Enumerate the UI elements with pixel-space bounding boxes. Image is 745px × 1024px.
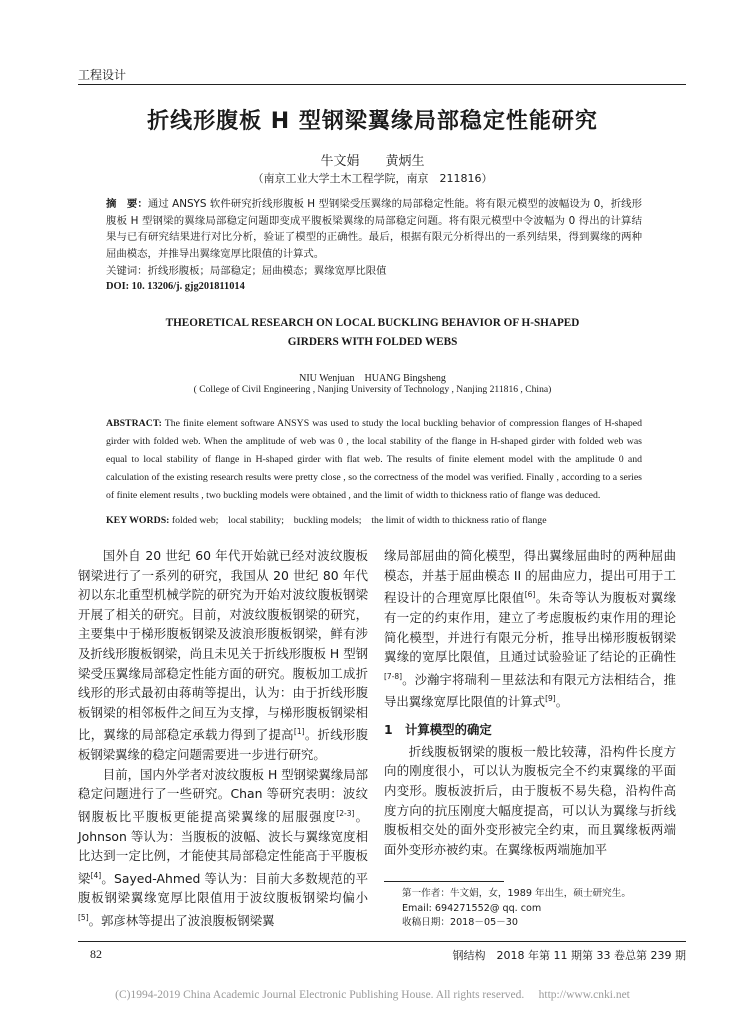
section-heading: 1 计算模型的确定 bbox=[384, 722, 492, 738]
paper-title-cn: 折线形腹板 H 型钢梁翼缘局部稳定性能研究 bbox=[147, 109, 598, 134]
footer-rule bbox=[78, 941, 686, 942]
abstract-cn bbox=[106, 196, 642, 262]
citation: [4] bbox=[90, 870, 102, 880]
body-text: 。 bbox=[555, 694, 569, 710]
doi: DOI: 10. 13206/j. gjg201811014 bbox=[106, 281, 245, 292]
affiliation-cn: （南京工业大学土木工程学院，南京 211816） bbox=[252, 172, 493, 185]
body-column-left bbox=[78, 546, 368, 931]
keywords-cn-text: 折线形腹板；局部稳定；屈曲模态；翼缘宽厚比限值 bbox=[147, 265, 387, 277]
affiliation-en: ( College of Civil Engineering , Nanjing University of Technology , Nanjing 211816 , China) bbox=[193, 384, 552, 395]
body-text: 。郭彦林等提出了波浪腹板钢梁翼 bbox=[88, 913, 275, 929]
citation: [2-3] bbox=[336, 808, 355, 818]
paper-title-en bbox=[110, 314, 635, 352]
keywords-cn-label: 关键词： bbox=[106, 265, 148, 277]
citation: [5] bbox=[78, 913, 89, 923]
section-tag: 工程设计 bbox=[78, 68, 127, 82]
footnote bbox=[402, 887, 672, 931]
abstract-en-text: The finite element software ANSYS was used to study the local buckling behavior of compression flanges of H-shaped girder with folded web. When the amplitude of web was 0 , the local stability of the flange in H-shaped girder with folded web was equal to local stability of flange in H-shaped girder with flat web. The results of finite element model with the amplitude 0 and calculation of the existing research results were pretty close , so the correctness of the model was verified. Finally , according to a series of finite element results , two buckling models were obtained , and the limit of width to thickness ratio of flange was deduced. bbox=[106, 418, 642, 501]
keywords-en bbox=[106, 512, 642, 526]
citation: [7-8] bbox=[384, 671, 403, 681]
citation: [1] bbox=[293, 727, 305, 737]
abstract-en bbox=[106, 415, 642, 505]
page-number: 82 bbox=[90, 947, 102, 961]
keywords-en-text: folded web; local stability; buckling models; the limit of width to thickness ratio of flange bbox=[171, 515, 547, 526]
body-text: 目前，国内外学者对波纹腹板 H 型钢梁翼缘局部稳定问题进行了一些研究。Chan 等研究表明：波纹钢腹板比平腹板更能提高梁翼缘的屈服强度 bbox=[78, 766, 368, 824]
body-text: 国外自 20 世纪 60 年代开始就已经对波纹腹板钢梁进行了一系列的研究，我国从 20 世纪 80 年代初以东北重型机械学院的研究为开始对波纹腹板钢梁开展了相关的研究。目前，对波纹腹板钢梁的研究，主要集中于梯形腹板钢梁及波浪形腹板钢梁，鲜有涉及折线形腹板钢梁，尚且未见关于折线形腹板 H 型钢梁受压翼缘局部稳定性能方面的研究。腹板加工成折线形的形式最初由蒋萌等提出，认为：由于折线形腹板钢梁的相邻板件之间互为支撑，与梯形腹板钢梁相比，翼缘的局部稳定承载力得到了提高 bbox=[78, 548, 368, 743]
body-paragraph: 折线腹板钢梁的腹板一般比较薄，沿构件长度方向的刚度很小，可以认为腹板完全不约束翼缘的平面内变形。腹板波折后，由于腹板不易失稳，沿构件高度方向的抗压刚度大幅度提高，可以认为翼缘与折线腹板相交处的面外变形被完全约束，而且翼缘板两端面外变形亦被约束。在翼缘板两端施加平 bbox=[384, 743, 676, 857]
body-text: 缘局部屈曲的简化模型，得出翼缘屈曲时的两种屈曲模态，并基于屈曲模态 II 的屈曲应力，提出可用于工程设计的合理宽厚比限值 bbox=[384, 548, 676, 606]
footnote-author: 第一作者：牛文娟，女，1989 年出生，硕士研究生。 bbox=[402, 888, 631, 899]
body-paragraph bbox=[384, 546, 676, 712]
body-text: 。折线形腹板钢梁翼缘的稳定问题需要进一步进行研究。 bbox=[78, 727, 369, 763]
journal-info: 钢结构 2018 年第 11 期第 33 卷总第 239 期 bbox=[452, 949, 686, 962]
abstract-cn-label: 摘 要： bbox=[106, 198, 148, 210]
keywords-cn bbox=[106, 263, 642, 279]
footnote-rule bbox=[384, 881, 504, 882]
body-text: 。沙瀚宇将瑞利－里兹法和有限元方法相结合，推导出翼缘宽厚比限值的计算式 bbox=[384, 671, 676, 710]
body-text: 。Johnson 等认为：当腹板的波幅、波长与翼缘宽度相比达到一定比例，才能使其局部稳定性能高于平腹板梁 bbox=[78, 808, 369, 886]
header-rule bbox=[78, 84, 686, 85]
keywords-en-label: KEY WORDS: bbox=[106, 515, 170, 526]
footnote-received-date: 收稿日期：2018－05－30 bbox=[402, 917, 518, 928]
body-text: 。朱奇等认为腹板对翼缘有一定的约束作用，建立了考虑腹板约束作用的理论简化模型，并进行有限元分析，推导出梯形腹板钢梁翼缘的宽厚比限值，且通过试验验证了结论的正确性 bbox=[384, 590, 676, 665]
authors-en: NIU Wenjuan HUANG Bingsheng bbox=[299, 373, 446, 384]
citation: [9] bbox=[545, 694, 556, 704]
body-column-right bbox=[384, 546, 676, 859]
abstract-cn-text: 通过 ANSYS 软件研究折线形腹板 H 型钢梁受压翼缘的局部稳定性能。将有限元模型的波幅设为 0，折线形腹板 H 型钢梁的翼缘局部稳定问题即变成平腹板梁翼缘的局部稳定问题。将有限元模型中令波幅为 0 得出的计算结果与已有研究结果进行对比分析，验证了模型的正确性。最后，根据有限元分析得出的一系列结果，得到翼缘的两种屈曲模态，并推导出翼缘宽厚比限值的计算式。 bbox=[106, 198, 642, 260]
paper-title-en-line2: GIRDERS WITH FOLDED WEBS bbox=[287, 336, 458, 348]
body-paragraph bbox=[78, 765, 368, 931]
body-paragraph bbox=[78, 546, 368, 765]
authors-cn: 牛文娟 黄炳生 bbox=[320, 154, 425, 169]
footnote-email: Email: 694271552@ qq. com bbox=[402, 902, 542, 914]
citation: [6] bbox=[524, 590, 536, 600]
copyright-notice: (C)1994-2019 China Academic Journal Electronic Publishing House. All rights reserved. http://www.cnki.net bbox=[115, 989, 630, 1001]
body-text: 。Sayed-Ahmed 等认为：目前大多数规范的平腹板钢梁翼缘宽厚比限值用于波纹腹板钢梁均偏小 bbox=[78, 870, 368, 906]
paper-title-en-line1: THEORETICAL RESEARCH ON LOCAL BUCKLING BEHAVIOR OF H-SHAPED bbox=[165, 317, 580, 329]
abstract-en-label: ABSTRACT: bbox=[106, 418, 162, 429]
